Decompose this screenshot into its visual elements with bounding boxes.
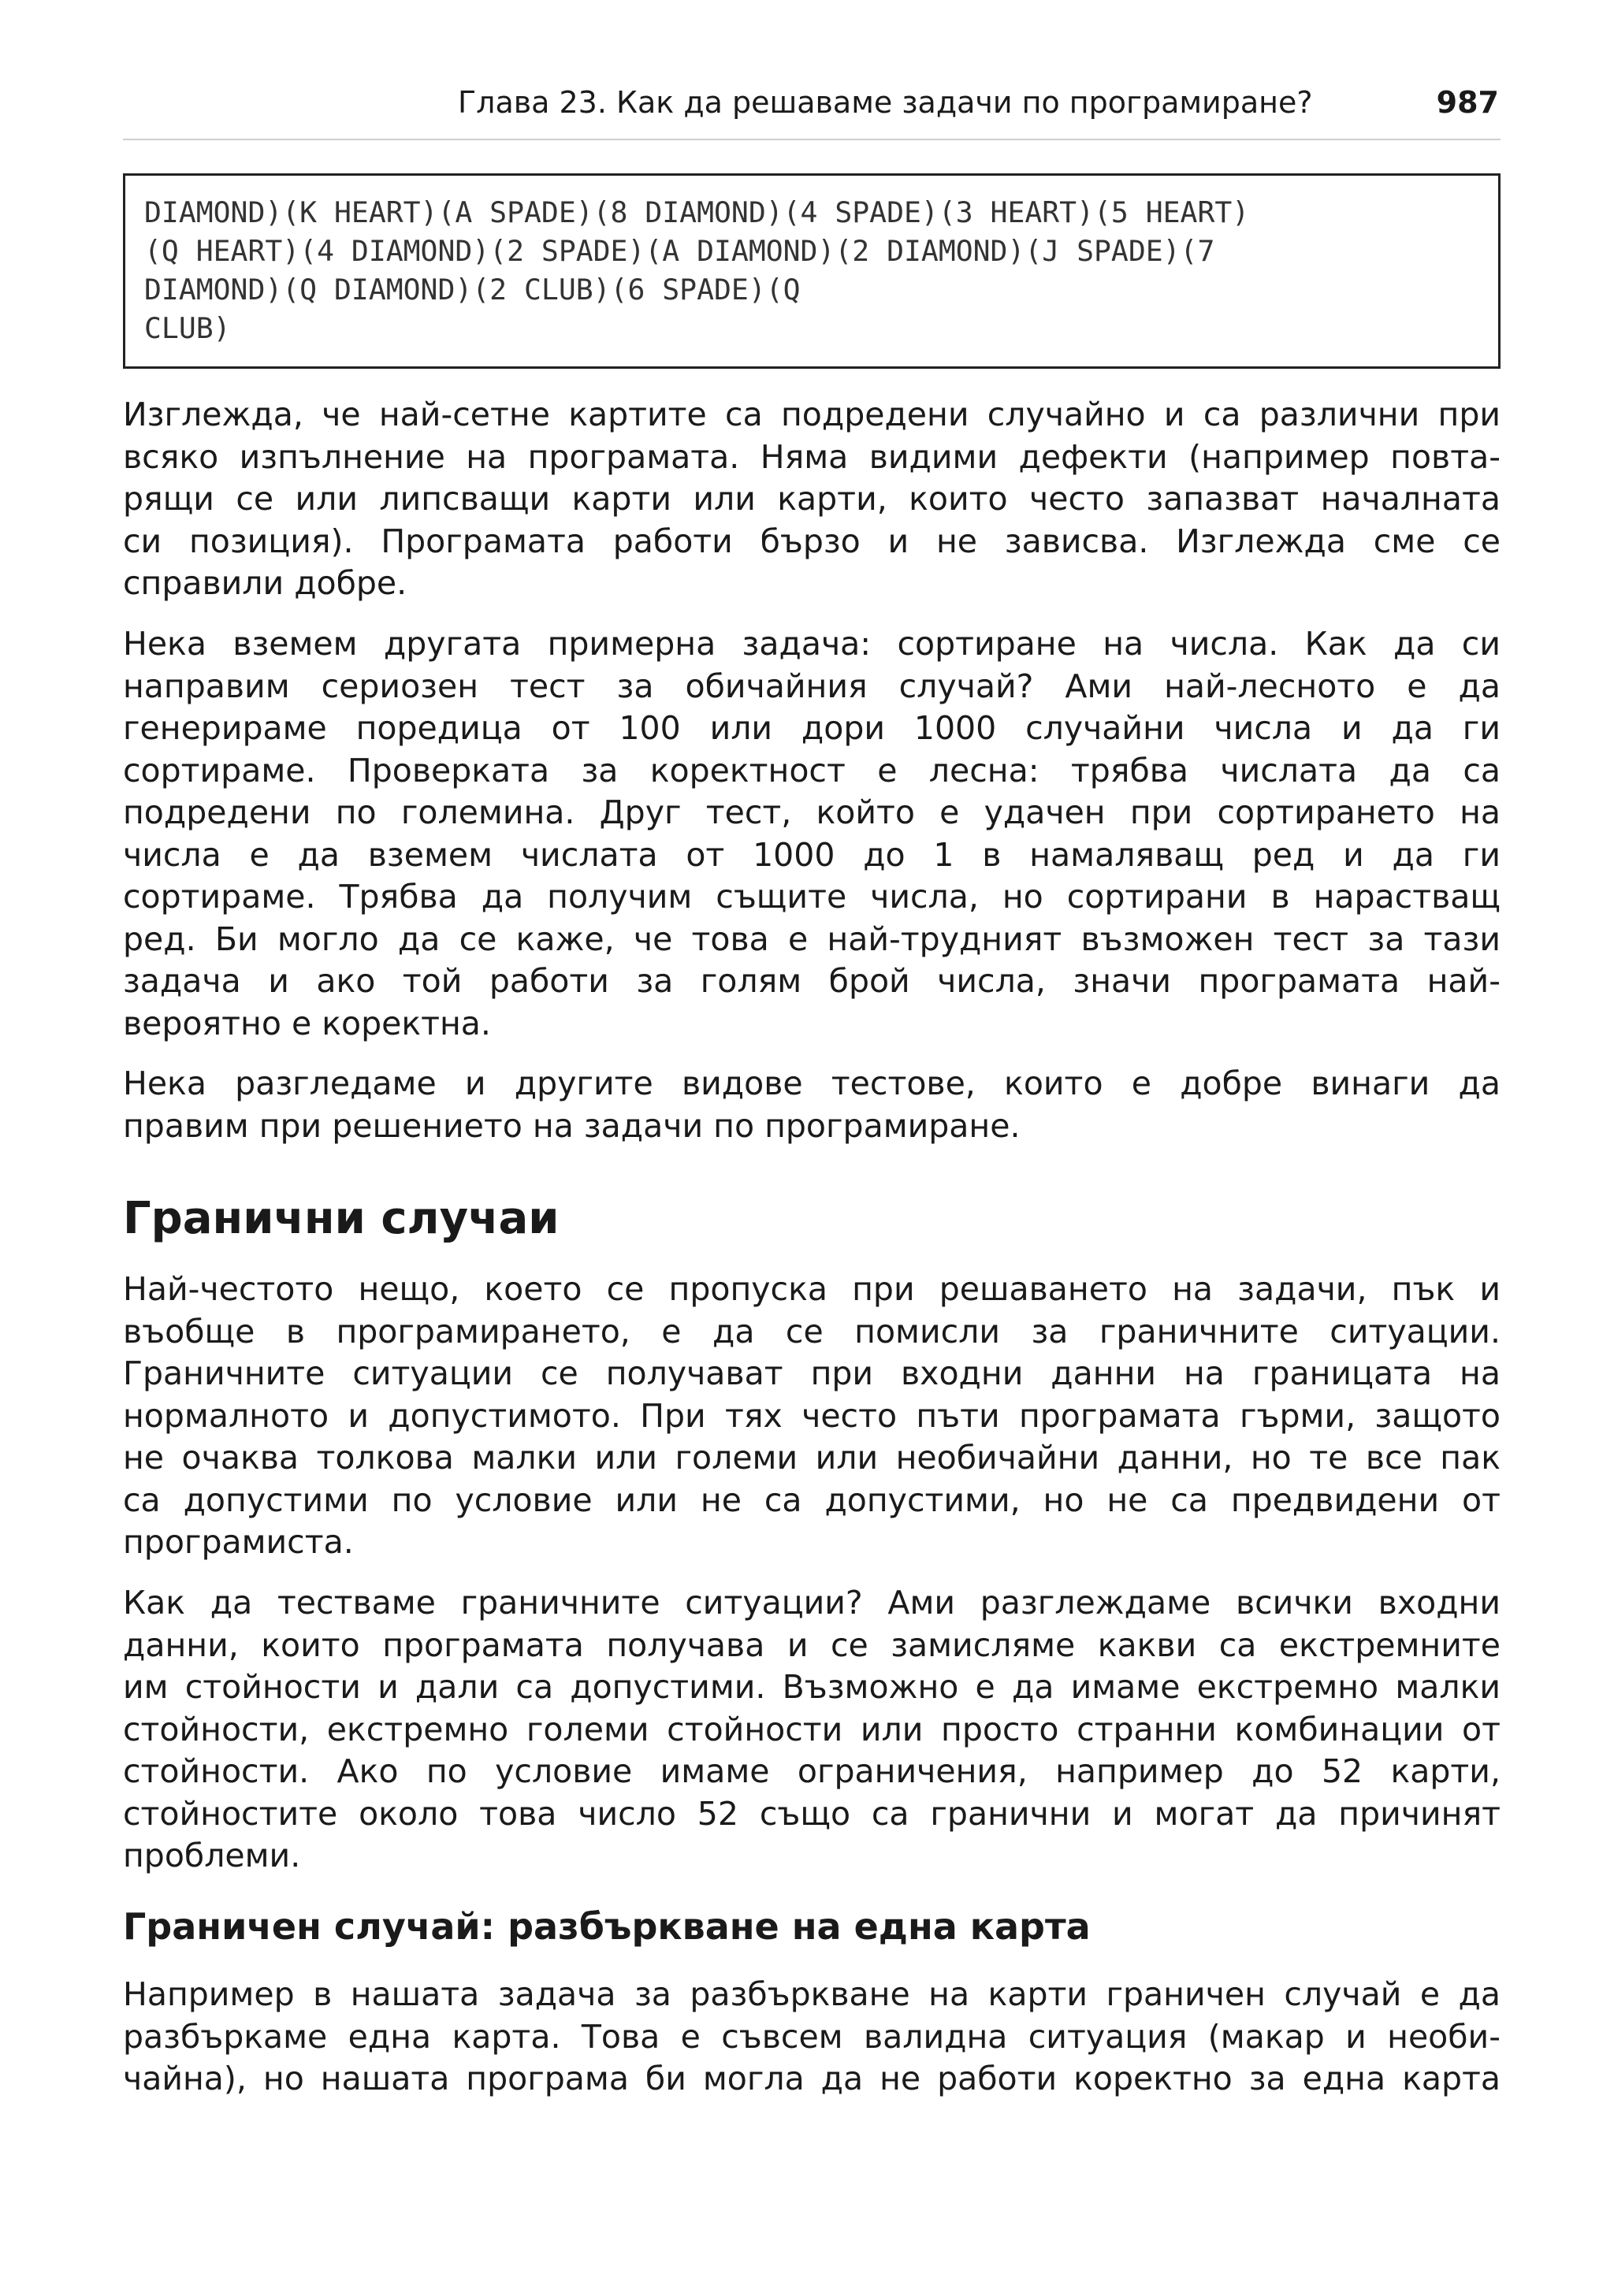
text-line: проблеми.: [123, 1837, 301, 1874]
paragraph-single-card: [123, 1974, 1501, 2101]
code-line: CLUB): [144, 311, 231, 345]
text-line: стойностите около това число 52 също са гранични и могат да причинят: [123, 1794, 1501, 1833]
text-line: данни, които програмата получава и се замисляме какви са екстремните: [123, 1625, 1501, 1664]
text-line: Нека вземем другата примерна задача: сортиране на числа. Как да си: [123, 625, 1501, 663]
text-line: им стойности и дали са допустими. Възможно е да имаме екстремно малки: [123, 1668, 1501, 1706]
paragraph-random-result: [123, 394, 1501, 605]
text-line: генерираме поредица от 100 или дори 1000 случайни числа и да ги: [123, 709, 1501, 747]
text-line: Нека разгледаме и другите видове тестове, които е добре винаги да: [123, 1064, 1501, 1102]
text-line: си позиция). Програмата работи бързо и не зависва. Изглежда сме се: [123, 522, 1501, 560]
code-line: DIAMOND)(Q DIAMOND)(2 CLUB)(6 SPADE)(Q: [144, 273, 801, 307]
text-line: рящи се или липсващи карти или карти, които често запазват началната: [123, 480, 1501, 518]
text-line: Например в нашата задача за разбъркване на карти граничен случай е да: [123, 1975, 1501, 2013]
paragraph-boundary-intro: [123, 1269, 1501, 1564]
text-line: вероятно е коректна.: [123, 1004, 491, 1042]
text-line: направим сериозен тест за обичайния случай? Ами най-лесното е да: [123, 667, 1501, 705]
paragraph-sorting-test: [123, 623, 1501, 1045]
text-line: чайна), но нашата програма би могла да не работи коректно за една карта: [123, 2060, 1501, 2097]
text-line: стойности. Ако по условие имаме ограничения, например до 52 карти,: [123, 1752, 1501, 1790]
header-divider: [123, 139, 1501, 140]
paragraph-other-tests: [123, 1063, 1501, 1147]
text-line: подредени по големина. Друг тест, който е удачен при сортирането на: [123, 793, 1501, 831]
text-line: сортираме. Трябва да получим същите числа, но сортирани в нарастващ: [123, 878, 1501, 916]
text-line: Как да тестваме граничните ситуации? Ами разглеждаме всички входни: [123, 1584, 1501, 1622]
text-line: задача и ако той работи за голям брой числа, значи програмата най-: [123, 962, 1501, 1000]
text-line: сортираме. Проверката за коректност е лесна: трябва числата да са: [123, 751, 1501, 789]
text-line: нормалното и допустимото. При тях често пъти програмата гърми, защото: [123, 1396, 1501, 1435]
text-line: Най-честото нещо, което се пропуска при решаването на задачи, пък и: [123, 1270, 1501, 1308]
text-line: правим при решението на задачи по програмиране.: [123, 1106, 1021, 1145]
text-line: въобще в програмирането, е да се помисли за граничните ситуации.: [123, 1312, 1501, 1350]
text-line: програмиста.: [123, 1523, 354, 1561]
chapter-title: Глава 23. Как да решаваме задачи по програмиране?: [458, 85, 1313, 120]
text-line: всяко изпълнение на програмата. Няма видими дефекти (например повта-: [123, 437, 1501, 476]
code-line: (Q HEART)(4 DIAMOND)(2 SPADE)(A DIAMOND)(2 DIAMOND)(J SPADE)(7: [144, 234, 1215, 268]
text-line: числа е да вземем числата от 1000 до 1 в намаляващ ред и да ги: [123, 835, 1501, 874]
code-line: DIAMOND)(K HEART)(A SPADE)(8 DIAMOND)(4 SPADE)(3 HEART)(5 HEART): [144, 195, 1250, 229]
text-line: справили добре.: [123, 564, 407, 602]
text-line: стойности, екстремно големи стойности или просто странни комбинации от: [123, 1710, 1501, 1748]
text-line: са допустими по условие или не са допустими, но не са предвидени от: [123, 1481, 1501, 1519]
text-line: ред. Би могло да се каже, че това е най-трудният възможен тест за тази: [123, 920, 1501, 958]
paragraph-boundary-testing: [123, 1582, 1501, 1878]
section-heading: Гранични случаи: [123, 1193, 560, 1244]
subsection-heading: Граничен случай: разбъркване на една карта: [123, 1905, 1091, 1948]
text-line: разбъркаме една карта. Това е съвсем валидна ситуация (макар и необи-: [123, 2017, 1501, 2056]
running-header: [123, 79, 1499, 126]
text-line: Изглежда, че най-сетне картите са подредени случайно и са различни при: [123, 396, 1501, 433]
code-output-block: [123, 173, 1501, 369]
page-number: 987: [1436, 85, 1499, 120]
text-line: Граничните ситуации се получават при входни данни на границата на: [123, 1354, 1501, 1392]
text-line: не очаква толкова малки или големи или необичайни данни, но те все пак: [123, 1439, 1501, 1477]
